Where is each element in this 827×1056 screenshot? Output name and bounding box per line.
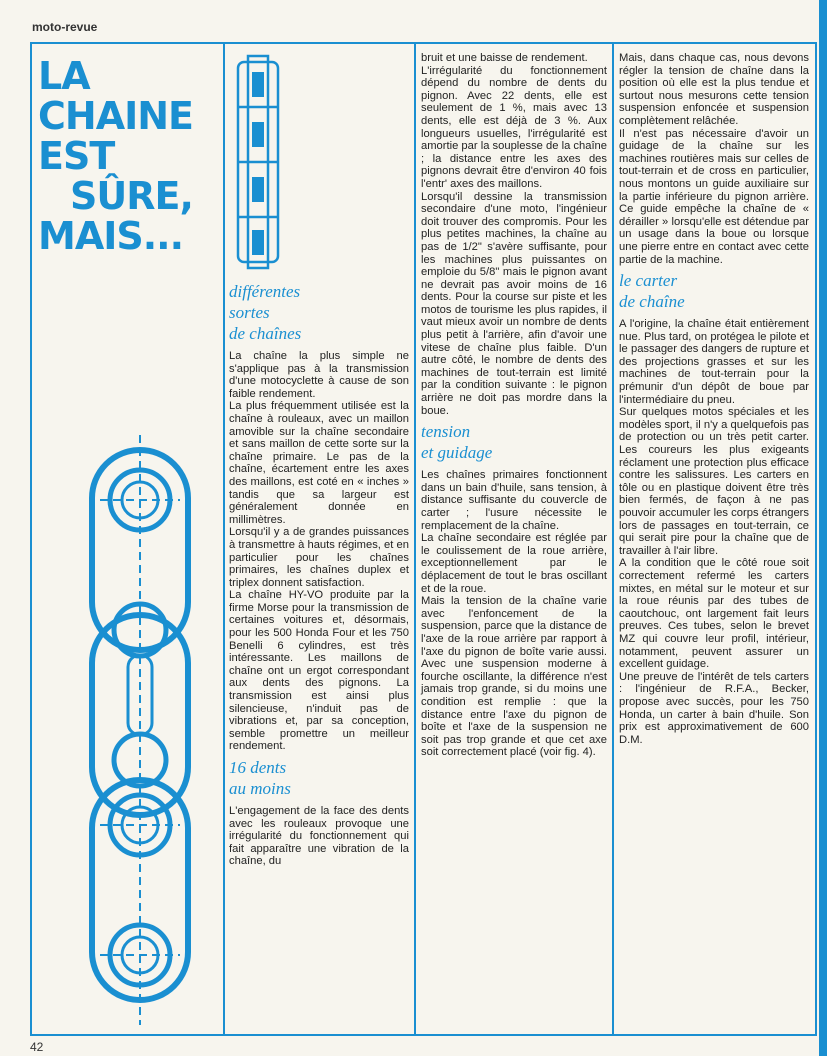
subheading-carter: le carter de chaîne [619, 271, 685, 312]
subheading-tension: tension et guidage [421, 422, 493, 463]
chain-top-view-icon [70, 430, 210, 1030]
paragraph: A la condition que le côté roue soit correctement refermé les carters mixtes, en métal sur le moteur et sur la roue réunis par des tubes de caoutchouc, ont largement fait leurs preuves. Ces tubes, selon le brevet MZ qui couvre leur profil, intérieur, notamment, peuvent assurer un excellent guidage. [619, 557, 809, 671]
paragraph: La plus fréquemment utilisée est la chaîne à rouleaux, avec un maillon amovible sur la chaîne secondaire et sans maillon de cette sorte sur la chaîne primaire. Le pas de la chaîne, écartement entre les axes des maillons, est coté en « inches » tandis que sa largeur est généralement donnée en millimètres. [229, 400, 409, 526]
subheading-sortes: différentes sortes de chaînes [229, 282, 302, 343]
right-edge-bar [819, 0, 827, 1056]
paragraph: A l'origine, la chaîne était entièrement nue. Plus tard, on protégea le pilote et le passager des dangers de rupture et des projections grasses et sur les machines de tout-terrain pour la prémunir d'un dépôt de boue par l'intermédiaire du pneu. [619, 318, 809, 406]
chain-side-view-icon [234, 52, 282, 272]
paragraph: Lorsqu'il dessine la transmission secondaire d'une moto, l'ingénieur doit trouver des compromis. Pour les plus petites machines, la chaîne au pas de 1/2" s'avère suffisante, pour les machines plus puissantes on emploie du 5/8" mais le pignon avant ne devrait pas avoir moins de 16 dents. Pour la course sur piste et les motos de tourisme les plus rapides, il vaut mieux avoir un nombre de dents plus petit à l'arrière, afin d'avoir une vitese de chaîne plus faible. D'un autre côté, le nombre de dents des machines de tout-terrain est limité par la condition suivante : le pignon arrière ne doit pas mordre dans la boue. [421, 190, 607, 417]
article-title: LA CHAINE EST SÛRE, MAIS... [38, 54, 193, 258]
paragraph: Lorsqu'il y a de grandes puissances à transmettre à hauts régimes, et en particulier pour les chaînes primaires, les chaînes duplex et triplex donnent satisfaction. [229, 526, 409, 589]
paragraph: Une preuve de l'intérêt de tels carters : l'ingénieur de R.F.A., Becker, propose avec succès, pour les 750 Honda, un carter à bain d'huile. Son prix est approximativement de 600 D.M. [619, 670, 809, 746]
column-divider-2 [414, 42, 416, 1036]
paragraph: Il n'est pas nécessaire d'avoir un guidage de la chaîne sur les machines routières mais sur celles de tout-terrain et de cross en particulier, nous montons un guide auxiliaire sur la partie inférieure du pignon arrière. Ce guide empêche la chaîne de « dérailler » lorsqu'elle est détendue par un usage dans la boue ou lorsque une pierre entre en contact avec cette partie de la machine. [619, 127, 809, 266]
paragraph: Sur quelques motos spéciales et les modèles sport, il n'y a quelquefois pas de protection ou un très petit carter. Les coureurs les plus exigeants réclament une protection plus efficace contre les salissures. Les carters en tôle ou en plastique doivent être très bien fermés, de façon à ne pas pouvoir accumuler les corps étrangers lors de passages en tout-terrain, ce qui serait pire pour la chaîne que de travailler à l'air libre. [619, 406, 809, 557]
paragraph: L'irrégularité du fonctionnement dépend du nombre de dents du pignon. Avec 22 dents, elle est seulement de 1 %, mais avec 13 dents, elle est déjà de 3 %. Aux longueurs usuelles, l'irrégularité est amortie par la souplesse de la chaîne ; la distance entre les axes des pignons devrait être d'environ 40 fois l'entr' axes des maillons. [421, 64, 607, 190]
magazine-name: moto-revue [32, 20, 98, 34]
paragraph: La chaîne secondaire est réglée par le coulissement de la roue arrière, exceptionnellement par le déplacement de tout le bras oscillant et de la roue. [421, 532, 607, 595]
paragraph: L'engagement de la face des dents avec les rouleaux provoque une irrégularité du fonctionnement qui fait apparaître une vibration de la chaîne, du [229, 805, 409, 868]
paragraph: Les chaînes primaires fonctionnent dans un bain d'huile, sans tension, à distance suffisante du couvercle de carter ; l'usure nécessite le remplacement de la chaîne. [421, 469, 607, 532]
page-number: 42 [30, 1040, 44, 1054]
paragraph: La chaîne la plus simple ne s'applique pas à la transmission d'une motocyclette à cause de son faible rendement. [229, 350, 409, 400]
column-3 [619, 52, 809, 746]
paragraph: Mais la tension de la chaîne varie avec l'enfoncement de la suspension, parce que la distance de l'axe de la roue arrière par rapport à l'axe du pignon de boîte varie aussi. Avec une suspension moderne à fourche oscillante, la différence n'est jamais trop grande, si du moins une condition est remplie : que la distance entre l'axe du pignon de boîte et l'axe de la suspension ne soit pas trop grande et que cet axe soit correctement placé (voir fig. 4). [421, 595, 607, 759]
column-2 [421, 52, 607, 759]
column-divider-1 [223, 42, 225, 1036]
paragraph: Mais, dans chaque cas, nous devons régler la tension de chaîne dans la position où elle est la plus tendue et surtout nous mesurons cette tension suspension enfoncée et suspension complètement relâchée. [619, 52, 809, 127]
subheading-16-dents: 16 dents au moins [229, 758, 291, 798]
paragraph: bruit et une baisse de rendement. [421, 52, 588, 64]
column-1 [229, 277, 409, 868]
column-divider-3 [612, 42, 614, 1036]
paragraph: La chaîne HY-VO produite par la firme Morse pour la transmission de certaines voitures et, désormais, pour les 500 Honda Four et les 750 Benelli 6 cylindres, est très intéressante. Les maillons de chaîne ont un ergot correspondant aux dents des pignons. La transmission est ainsi plus silencieuse, n'induit pas de vibrations et, par sa conception, semble promettre un meilleur rendement. [229, 589, 409, 753]
